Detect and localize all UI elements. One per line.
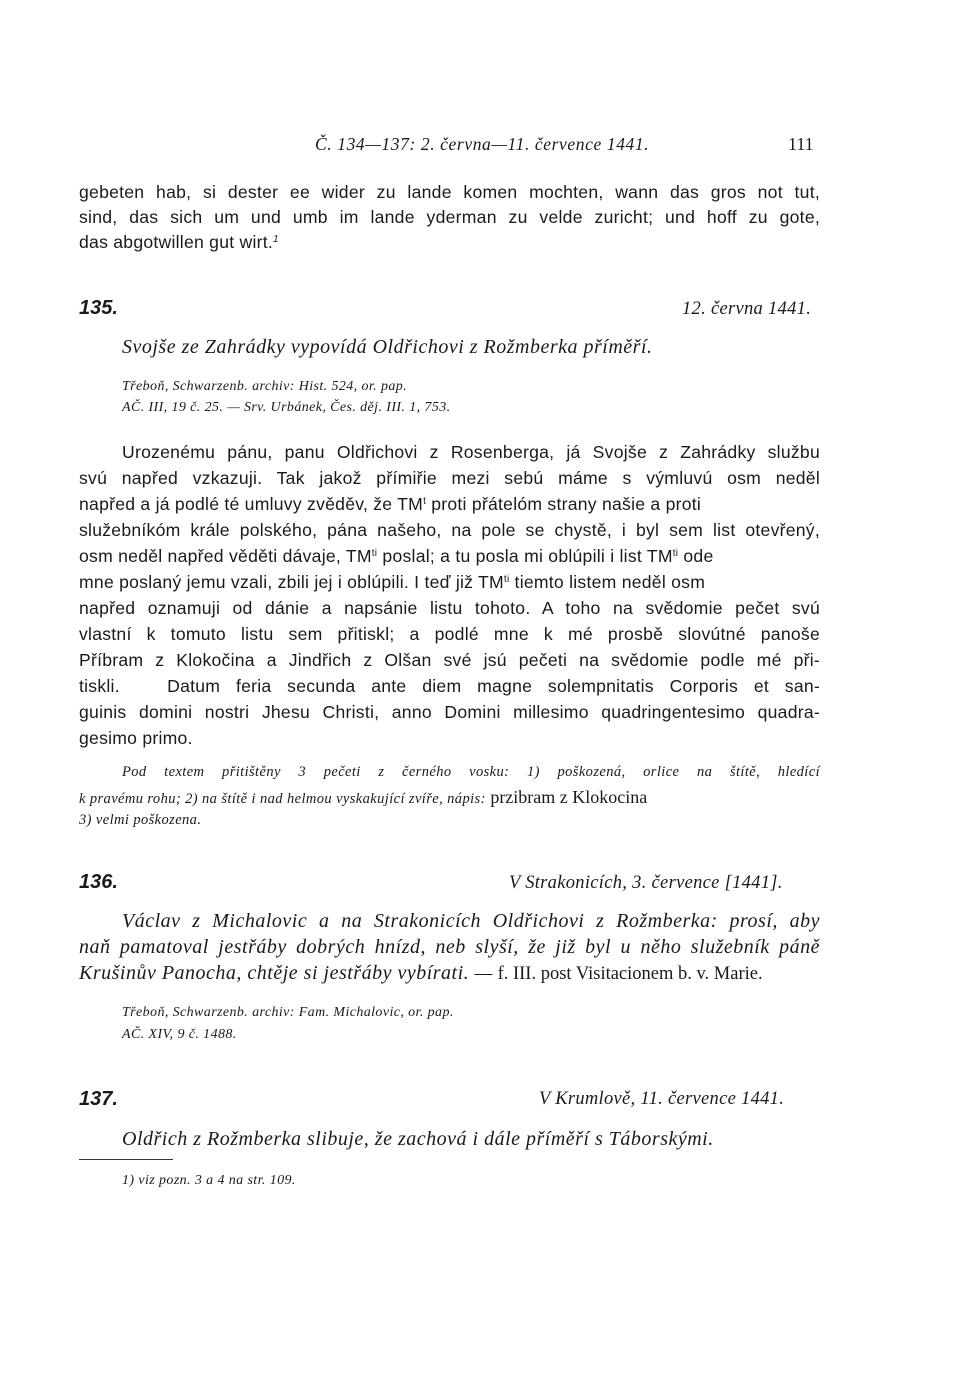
entry-date: V Krumlově, 11. července 1441. <box>539 1089 785 1109</box>
text-fragment: osm neděl napřed věděti dávaje, $TM^{ti}$ poslal; a tu posla mi oblúpili i list $TM^{ti}$ ode <box>79 546 714 566</box>
continuation-line: gebeten hab, si dester ee wider zu lande komen mochten, wann das gros not tut, <box>79 182 820 202</box>
entry-summary: Oldřich z Rožmberka slibuje, že zachová i dále příměří s Táborskými. <box>122 1128 714 1150</box>
seal-note-text: k pravému rohu; 2) na štítě i nad helmou vyskakující zvíře, nápis: <box>79 791 486 807</box>
document-text-line: vlastní k tomuto listu sem přitiskl; a podlé mne k mé prosbě slovútné panoše <box>79 624 820 644</box>
document-text-line: napřed oznamuji od dánie a napsánie listu tohoto. A toho na svědomie pečet svú <box>79 598 820 618</box>
source-reference: Třeboň, Schwarzenb. archiv: Fam. Michalovic, or. pap. <box>122 1005 454 1020</box>
source-reference: Třeboň, Schwarzenb. archiv: Hist. 524, or. pap. <box>122 379 408 394</box>
document-text-line <box>79 570 820 594</box>
seal-note-text: Pod textem přitištěny 3 pečeti z černého vosku: 1) poškozená, orlice na štítě, hledící <box>122 764 820 780</box>
entry-summary: Václav z Michalovic a na Strakonicích Oldřichovi z Rožmberka: prosí, aby <box>122 910 820 932</box>
entry-summary: Svojše ze Zahrádky vypovídá Oldřichovi z Rožmberka příměří. <box>122 336 653 358</box>
seal-note-line <box>79 808 820 832</box>
entry-number: 135. <box>79 297 118 319</box>
entry-date: V Strakonicích, 3. července [1441]. <box>509 873 783 893</box>
footnote-ref: 1 <box>273 234 279 245</box>
continuation-line <box>79 230 820 254</box>
continuation-text: das abgotwillen gut wirt. <box>79 232 274 252</box>
text-fragment: mne poslaný jemu vzali, zbili jej i oblúpili. I teď již $TM^{ti}$ tiemto listem neděl osm <box>79 572 706 592</box>
document-text-line: Urozenému pánu, panu Oldřichovi z Rosenberga, já Svojše z Zahrádky službu <box>122 442 820 462</box>
document-text-line: tiskli. Datum feria secunda ante diem magne solempnitatis Corporis et san- <box>79 676 820 696</box>
entry-summary: naň pamatoval jestřáby dobrých hnízd, neb slyší, že již byl u něho služebník páně <box>79 936 820 958</box>
document-text-line: gesimo primo. <box>79 728 193 748</box>
document-text-line <box>79 544 820 568</box>
entry-number: 136. <box>79 871 118 893</box>
running-title: Č. 134—137: 2. června—11. července 1441. <box>315 134 650 154</box>
seal-note-text: 3) velmi poškozena. <box>79 812 202 828</box>
text-fragment: napřed a já podlé té umluvy zvěděv, že $TM^t$ proti přátelóm strany našie a proti <box>79 494 702 514</box>
document-text-line: guinis domini nostri Jhesu Christi, anno Domini millesimo quadringentesimo quadra- <box>79 702 820 722</box>
document-text-line: Příbram z Klokočina a Jindřich z Olšan své jsú pečeti na svědomie podle mé při- <box>79 650 820 670</box>
dating-formula: f. III. post Visitacionem b. v. Marie. <box>492 964 763 984</box>
seal-inscription: przibram z Klokocina <box>485 787 648 807</box>
continuation-line: sind, das sich um und umb im lande yderman zu velde zuricht; und hoff zu gote, <box>79 207 820 227</box>
page-number: 111 <box>788 134 814 154</box>
source-reference: AČ. III, 19 č. 25. — Srv. Urbánek, Čes. děj. III. 1, 753. <box>122 400 451 415</box>
source-reference: AČ. XIV, 9 č. 1488. <box>122 1027 237 1042</box>
entry-date: 12. června 1441. <box>682 299 812 319</box>
document-text-line <box>79 492 820 516</box>
seal-note-line <box>122 760 820 784</box>
footnote-rule <box>79 1159 173 1160</box>
footnote: 1) viz pozn. 3 a 4 na str. 109. <box>122 1173 296 1188</box>
document-text-line: služebníkóm krále polského, pána našeho, na pole se chystě, i byl sem list otevřený, <box>79 520 820 540</box>
summary-text: Krušinův Panocha, chtěje si jestřáby vybírati. — <box>79 962 493 984</box>
document-text-line: svú napřed vzkazuji. Tak jakož přímiřie mezi sebú máme s výmluvú osm neděl <box>79 468 820 488</box>
entry-number: 137. <box>79 1088 118 1110</box>
entry-summary <box>79 962 763 985</box>
